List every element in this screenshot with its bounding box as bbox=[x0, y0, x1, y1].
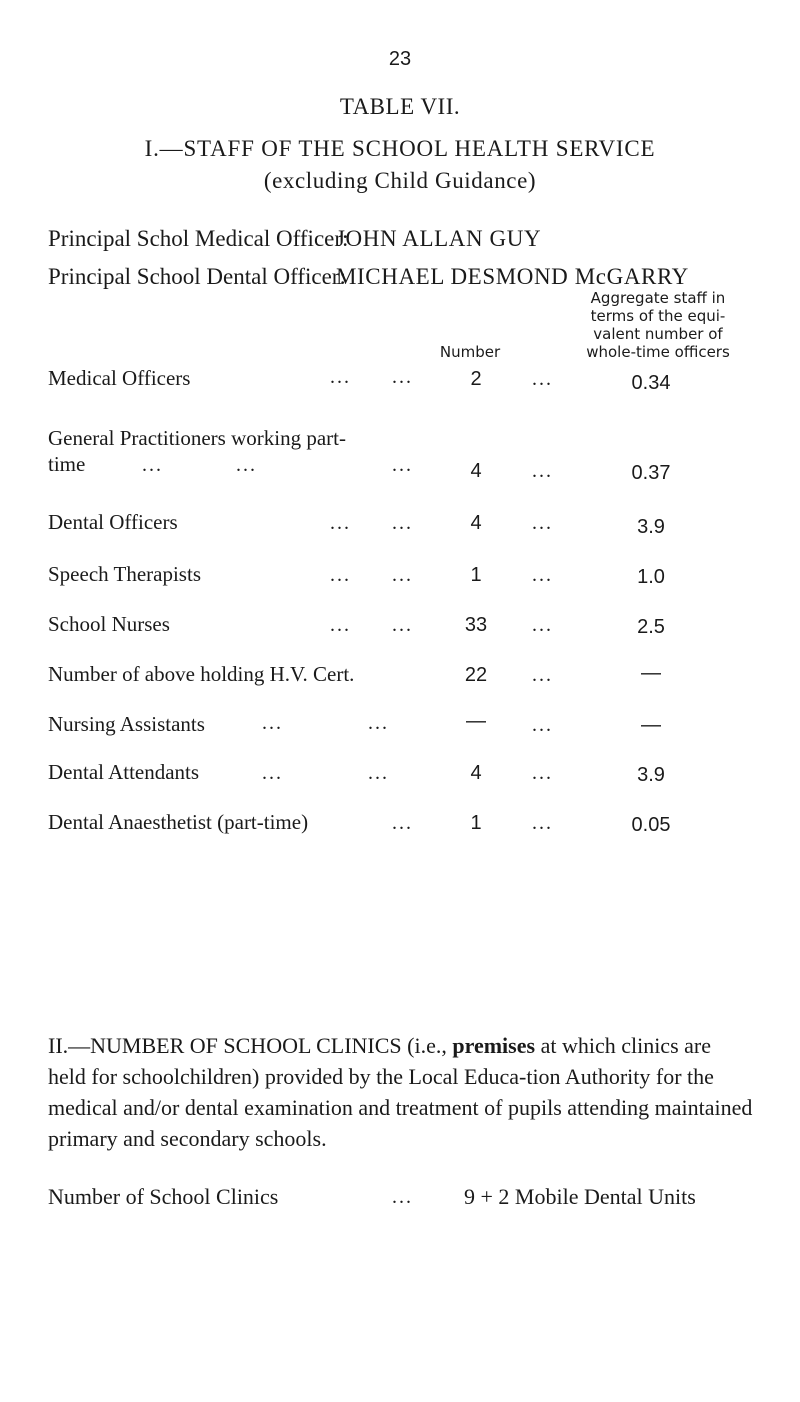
leader-dots: ... bbox=[262, 762, 283, 784]
leader-dots: ... bbox=[392, 1186, 413, 1208]
row-number: 1 bbox=[470, 564, 482, 586]
leader-dots: ... bbox=[532, 664, 553, 686]
column-header-aggregate-line: valent number of bbox=[593, 325, 723, 343]
row-aggregate: 1.0 bbox=[637, 566, 665, 588]
column-header-number: Number bbox=[439, 343, 501, 361]
row-label: Medical Officers bbox=[48, 366, 191, 390]
row-aggregate: 2.5 bbox=[637, 616, 665, 638]
row-number: 4 bbox=[470, 512, 482, 534]
leader-dots: ... bbox=[330, 512, 351, 534]
row-label: General Practitioners working part- bbox=[48, 426, 346, 450]
section2-emphasis: premises bbox=[452, 1033, 536, 1058]
leader-dots: ... bbox=[532, 614, 553, 636]
leader-dots: ... bbox=[368, 762, 389, 784]
row-label: Nursing Assistants bbox=[48, 712, 205, 736]
row-aggregate: — bbox=[641, 662, 661, 684]
leader-dots: ... bbox=[392, 564, 413, 586]
leader-dots: ... bbox=[330, 614, 351, 636]
section2-paragraph bbox=[48, 1030, 753, 1154]
principal-dental-officer-name: MICHAEL DESMOND McGARRY bbox=[336, 264, 689, 289]
row-aggregate: — bbox=[641, 714, 661, 736]
column-header-aggregate-line: whole-time officers bbox=[586, 343, 730, 361]
column-header-aggregate-line: Aggregate staff in bbox=[590, 289, 726, 307]
principal-medical-officer-label: Principal Schol Medical Officer: bbox=[48, 226, 349, 251]
leader-dots: ... bbox=[532, 762, 553, 784]
leader-dots: ... bbox=[392, 614, 413, 636]
leader-dots: ... bbox=[236, 454, 257, 476]
row-aggregate: 3.9 bbox=[637, 764, 665, 786]
page-number: 23 bbox=[388, 48, 412, 70]
leader-dots: ... bbox=[532, 512, 553, 534]
row-number: 1 bbox=[470, 812, 482, 834]
clinics-value: 9 + 2 Mobile Dental Units bbox=[464, 1184, 696, 1209]
section2-prefix: II.—NUMBER OF SCHOOL CLINICS (i.e., bbox=[48, 1033, 453, 1058]
row-label: Dental Anaesthetist (part-time) bbox=[48, 810, 309, 834]
principal-dental-officer-label: Principal School Dental Officer: bbox=[48, 264, 346, 289]
column-header-aggregate-line: terms of the equi- bbox=[590, 307, 726, 325]
leader-dots: ... bbox=[142, 454, 163, 476]
leader-dots: ... bbox=[392, 366, 413, 388]
leader-dots: ... bbox=[392, 512, 413, 534]
row-aggregate: 0.37 bbox=[631, 462, 671, 484]
row-number: 4 bbox=[470, 762, 482, 784]
leader-dots: ... bbox=[532, 460, 553, 482]
section1-subheading: (excluding Child Guidance) bbox=[263, 168, 537, 193]
row-number: — bbox=[466, 710, 486, 732]
table-title: TABLE VII. bbox=[339, 94, 461, 119]
row-label: Speech Therapists bbox=[48, 562, 201, 586]
leader-dots: ... bbox=[330, 564, 351, 586]
row-label-continued: time bbox=[48, 452, 86, 476]
clinics-label: Number of School Clinics bbox=[48, 1184, 279, 1209]
column-header-aggregate bbox=[558, 289, 758, 361]
leader-dots: ... bbox=[532, 368, 553, 390]
row-label: School Nurses bbox=[48, 612, 170, 636]
leader-dots: ... bbox=[532, 812, 553, 834]
row-aggregate: 0.34 bbox=[631, 372, 671, 394]
leader-dots: ... bbox=[368, 712, 389, 734]
principal-medical-officer-name: JOHN ALLAN GUY bbox=[336, 226, 542, 251]
leader-dots: ... bbox=[532, 564, 553, 586]
row-number: 2 bbox=[470, 368, 482, 390]
row-aggregate: 0.05 bbox=[631, 814, 671, 836]
row-number: 33 bbox=[464, 614, 488, 636]
section2-text: at which clinics are held for schoolchildren) provided by the Local Educa-tion Authority for the medical and/or dental examination and treatment of pupils attending maintained primary and secondary schools. bbox=[48, 1033, 753, 1151]
row-label: Number of above holding H.V. Cert. bbox=[48, 662, 355, 686]
section1-heading: I.—STAFF OF THE SCHOOL HEALTH SERVICE bbox=[144, 136, 656, 161]
row-aggregate: 3.9 bbox=[637, 516, 665, 538]
row-number: 4 bbox=[470, 460, 482, 482]
leader-dots: ... bbox=[532, 714, 553, 736]
leader-dots: ... bbox=[330, 366, 351, 388]
row-label: Dental Attendants bbox=[48, 760, 200, 784]
leader-dots: ... bbox=[392, 812, 413, 834]
row-number: 22 bbox=[464, 664, 488, 686]
leader-dots: ... bbox=[262, 712, 283, 734]
row-label: Dental Officers bbox=[48, 510, 178, 534]
leader-dots: ... bbox=[392, 454, 413, 476]
